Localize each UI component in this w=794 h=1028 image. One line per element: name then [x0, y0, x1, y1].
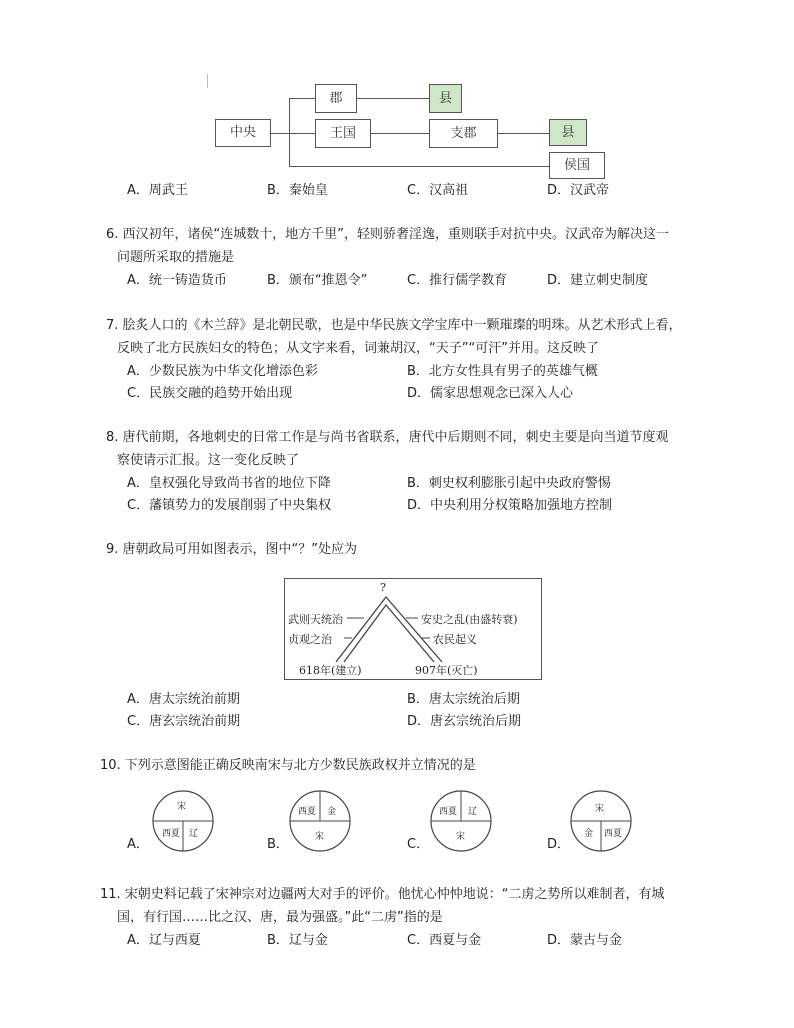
q6-stem-line1: 6. 西汉初年，诸侯“连城数十，地方千里”，轻则骄奢淫逸，重则联手对抗中央。汉武帝为解决这一 [106, 227, 670, 242]
circle-a-top: 宋 [177, 802, 187, 812]
q10-letter-a: A． [127, 837, 149, 852]
q7-stem-line2: 反映了北方民族妇女的特色；从文字来看，词兼胡汉，“天子”“可汗”并用。这反映了 [117, 341, 599, 356]
box-jun: 郡 [315, 84, 357, 113]
tang-label-end: 907年(灭亡) [415, 664, 478, 677]
connector [289, 133, 315, 134]
q9-option-c: C．唐玄宗统治前期 [127, 714, 241, 729]
connector [498, 133, 549, 134]
circle-b-top-left: 西夏 [298, 807, 317, 817]
q11-stem-line2: 国，有行国……比之汉、唐，最为强盛。”此“二虏”指的是 [117, 910, 443, 925]
q7-option-d: D．儒家思想观念已深入人心 [407, 386, 574, 401]
q8-option-a: A．皇权强化导致尚书省的地位下降 [127, 476, 331, 491]
q10-letter-d: D． [547, 837, 571, 852]
circle-d-bottom-right: 西夏 [604, 829, 623, 839]
tang-label-zhenguan: 贞观之治 [288, 633, 332, 646]
diagram-mark [207, 74, 208, 88]
q5-option-d: D．汉武帝 [547, 183, 610, 198]
box-wangguo: 王国 [315, 119, 371, 148]
q9-option-d: D．唐玄宗统治后期 [407, 714, 522, 729]
connector [271, 133, 290, 134]
circle-a-bottom-right: 辽 [189, 829, 199, 839]
tang-question-mark: ? [380, 581, 386, 594]
q6-option-c: C．推行儒学教育 [407, 273, 508, 288]
q11-option-a: A．辽与西夏 [127, 933, 201, 948]
connector [289, 98, 315, 99]
q10-letter-b: B． [267, 837, 289, 852]
q5-option-a: A．周武王 [127, 183, 188, 198]
q9-option-a: A．唐太宗统治前期 [127, 692, 240, 707]
box-xian-1: 县 [429, 84, 462, 113]
q5-option-b: B．秦始皇 [267, 183, 328, 198]
q11-option-c: C．西夏与金 [407, 933, 482, 948]
circle-a-bottom-left: 西夏 [162, 829, 181, 839]
circle-b-bottom: 宋 [315, 832, 325, 842]
connector [371, 133, 429, 134]
box-houguo: 侯国 [549, 152, 605, 179]
circle-d-top: 宋 [595, 804, 605, 814]
connector [289, 166, 549, 167]
q10-circle-d [569, 789, 633, 853]
q8-option-c: C．藩镇势力的发展削弱了中央集权 [127, 498, 332, 513]
q10-circle-b [288, 789, 352, 853]
box-xian-2: 县 [549, 119, 587, 146]
circle-b-top-right: 金 [327, 807, 337, 817]
q10-circle-a [151, 789, 215, 853]
q8-option-d: D．中央利用分权策略加强地方控制 [407, 498, 613, 513]
q11-option-b: B．辽与金 [267, 933, 328, 948]
q6-option-d: D．建立刺史制度 [547, 273, 649, 288]
connector [357, 98, 429, 99]
tang-label-peasant: 农民起义 [433, 633, 477, 646]
q7-option-b: B．北方女性具有男子的英雄气概 [407, 364, 598, 379]
q11-stem-line1: 11. 宋朝史料记载了宋神宗对边疆两大对手的评价。他忧心忡忡地说：“二虏之势所以难制者，有城 [100, 887, 665, 902]
q11-option-d: D．蒙古与金 [547, 933, 623, 948]
q8-option-b: B．刺史权利膨胀引起中央政府警惕 [407, 476, 611, 491]
q8-stem-line2: 察使请示汇报。这一变化反映了 [117, 453, 300, 468]
circle-c-top-left: 西夏 [439, 807, 458, 817]
connector [289, 98, 290, 166]
tang-label-start: 618年(建立) [299, 664, 362, 677]
q7-option-c: C．民族交融的趋势开始出现 [127, 386, 293, 401]
q6-option-a: A．统一铸造货币 [127, 273, 227, 288]
tang-label-wuzetian: 武则天统治 [288, 613, 343, 626]
q10-circle-c [429, 789, 493, 853]
box-zhijun: 支郡 [429, 119, 498, 148]
tang-politics-diagram [284, 578, 542, 680]
circle-c-top-right: 辽 [468, 807, 478, 817]
q8-stem-line1: 8. 唐代前期，各地刺史的日常工作是与尚书省联系，唐代中后期则不同，刺史主要是向当道节度观 [106, 430, 669, 445]
q9-stem: 9. 唐朝政局可用如图表示，图中“？”处应为 [106, 542, 358, 557]
circle-d-bottom-left: 金 [584, 829, 594, 839]
q7-stem-line1: 7. 脍炙人口的《木兰辞》是北朝民歌，也是中华民族文学宝库中一颗璀璨的明珠。从艺术形式上看， [106, 318, 682, 333]
tang-label-anshi: 安史之乱(由盛转衰) [421, 613, 518, 626]
q6-option-b: B．颁布“推恩令” [267, 273, 368, 288]
q10-letter-c: C． [407, 837, 430, 852]
han-structure-diagram [200, 70, 620, 180]
box-central: 中央 [215, 119, 271, 147]
q6-stem-line2: 问题所采取的措施是 [117, 250, 235, 265]
q5-option-c: C．汉高祖 [407, 183, 469, 198]
q7-option-a: A．少数民族为中华文化增添色彩 [127, 364, 318, 379]
q10-stem: 10. 下列示意图能正确反映南宋与北方少数民族政权并立情况的是 [100, 758, 476, 773]
q9-option-b: B．唐太宗统治后期 [407, 692, 520, 707]
circle-c-bottom: 宋 [456, 832, 466, 842]
